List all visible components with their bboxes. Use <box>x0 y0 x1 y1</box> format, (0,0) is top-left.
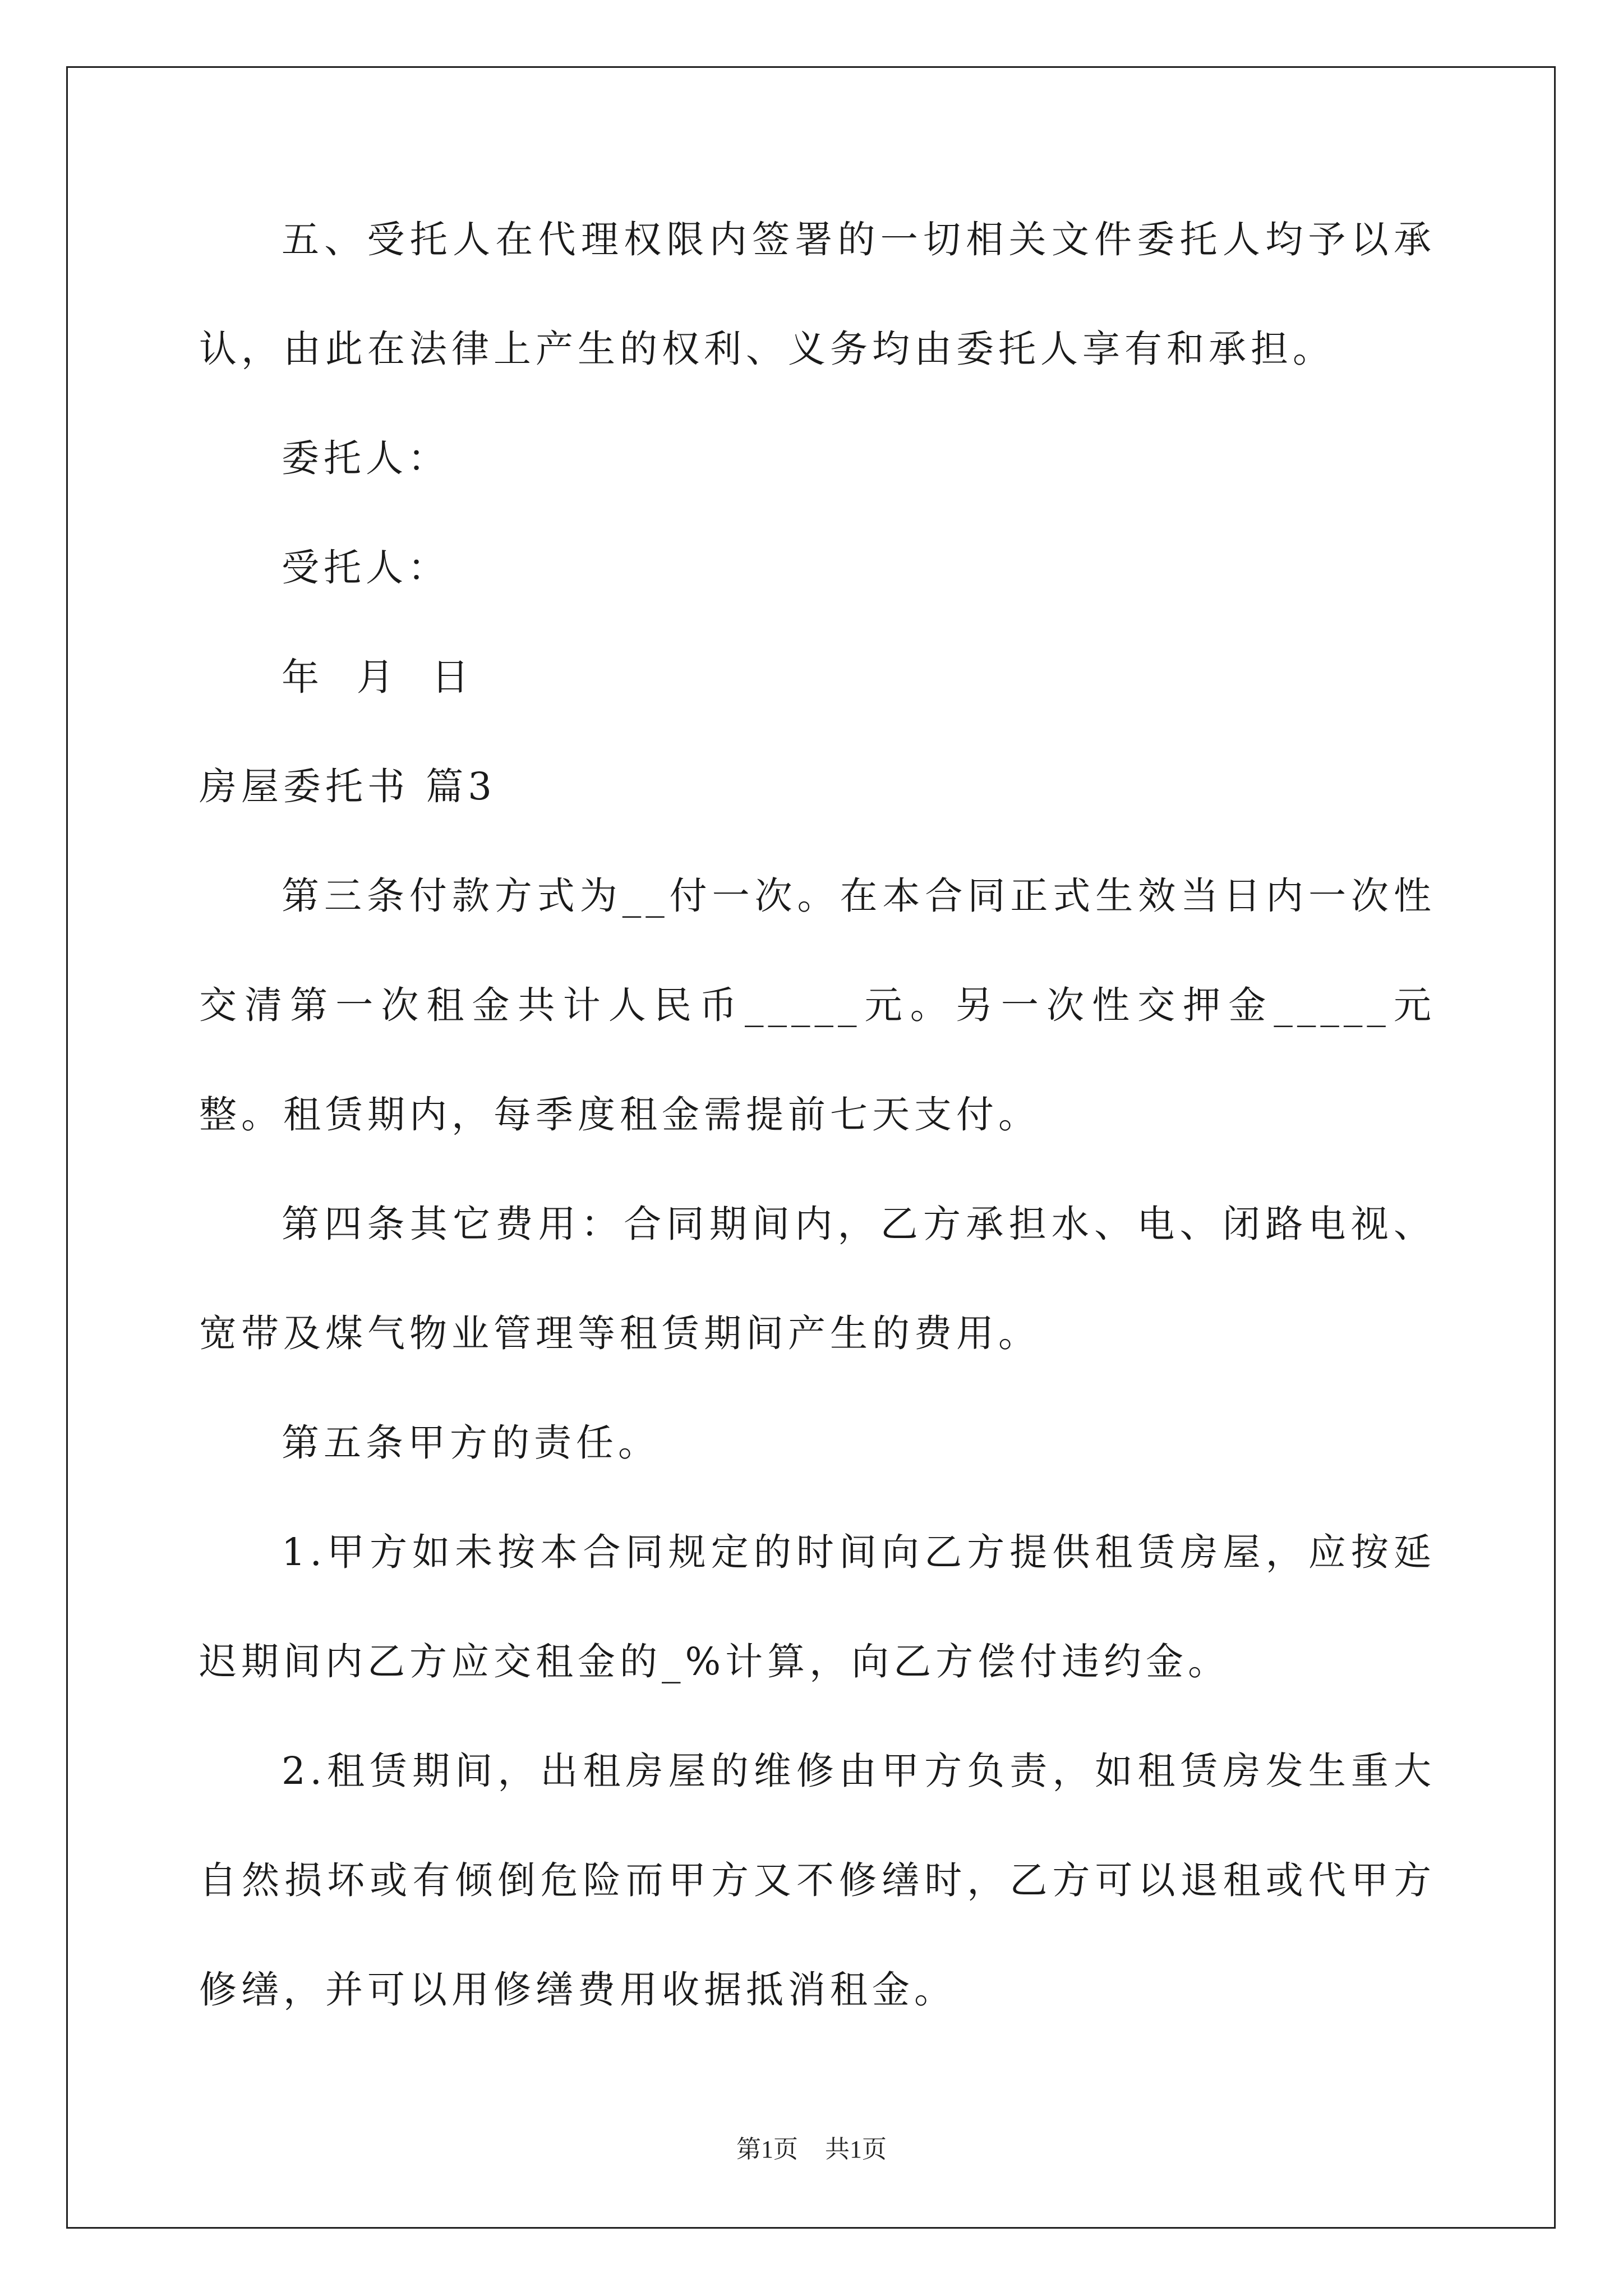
paragraph-item-1: 1.甲方如未按本合同规定的时间向乙方提供租赁房屋，应按延迟期间内乙方应交租金的_%计算，向乙方偿付违约金。 <box>199 1530 1436 1683</box>
page-footer <box>0 2129 1623 2165</box>
paragraph-article-3: 第三条付款方式为__付一次。在本合同正式生效当日内一次性交清第一次租金共计人民币_____元。另一次性交押金_____元整。租赁期内，每季度租金需提前七天支付。 <box>199 874 1436 1137</box>
paragraph-article-4: 第四条其它费用：合同期间内，乙方承担水、电、闭路电视、宽带及煤气物业管理等租赁期间产生的费用。 <box>199 1202 1436 1355</box>
paragraph-clause-5: 五、受托人在代理权限内签署的一切相关文件委托人均予以承认，由此在法律上产生的权利、义务均由委托人享有和承担。 <box>199 218 1436 371</box>
paragraph-agent: 受托人： <box>282 546 450 590</box>
paragraph-item-2: 2.租赁期间，出租房屋的维修由甲方负责，如租赁房发生重大自然损坏或有倾倒危险而甲方又不修缮时，乙方可以退租或代甲方修缮，并可以用修缮费用收据抵消租金。 <box>199 1749 1436 2012</box>
section-heading: 房屋委托书 篇3 <box>199 765 496 808</box>
document-body <box>199 185 1436 2045</box>
paragraph-principal: 委托人： <box>282 436 450 480</box>
page-total: 共1页 <box>825 2136 887 2163</box>
page-number: 第1页 <box>736 2136 798 2163</box>
paragraph-date: 年 月 日 <box>282 655 474 699</box>
paragraph-article-5: 第五条甲方的责任。 <box>282 1421 660 1465</box>
